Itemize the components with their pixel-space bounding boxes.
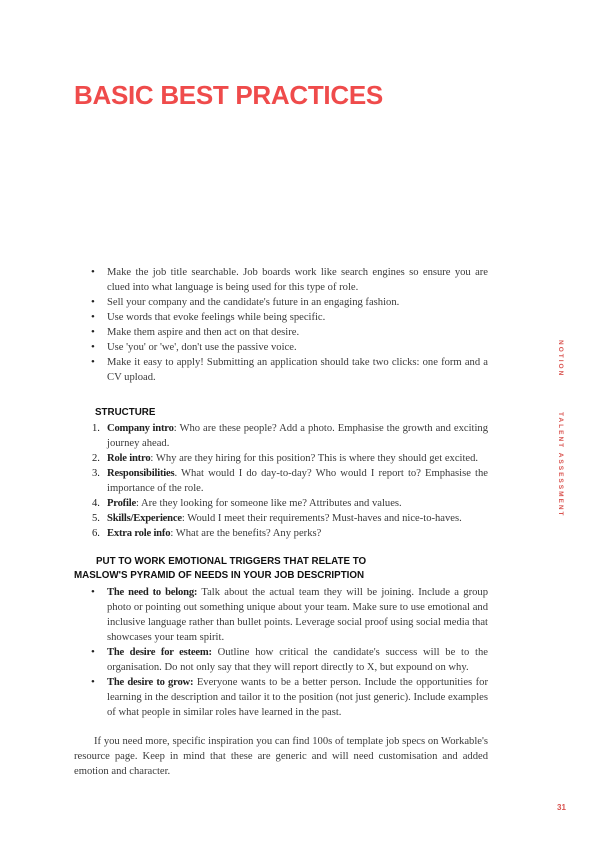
list-item — [107, 585, 488, 645]
closing-paragraph: If you need more, specific inspiration you can find 100s of template job specs on Workable's resource page. Keep in mind that these are generic and will need customisation and added emotion and character. — [74, 736, 488, 777]
item-term: The desire to grow: — [107, 677, 194, 688]
item-term: Role intro — [107, 453, 151, 464]
structure-heading: STRUCTURE — [95, 407, 156, 418]
item-text: : Why are they hiring for this position? This is where they should get excited. — [150, 453, 479, 464]
list-item: • Use words that evoke feelings while being specific. — [107, 310, 488, 325]
list-item: • Make it easy to apply! Submitting an application should take two clicks: one form and a CV upload. — [107, 355, 488, 385]
item-text: : What are the benefits? Any perks? — [170, 528, 322, 539]
list-item — [92, 496, 488, 511]
item-number: 2. — [92, 453, 100, 464]
item-text: Outline how critical the candidate's success will be to the organisation. Do not only say that they will report directly to X, but expound on why. — [107, 647, 488, 673]
maslow-list — [74, 585, 488, 720]
best-practices-list — [74, 265, 488, 385]
list-item — [107, 645, 488, 675]
item-term: The need to belong: — [107, 587, 198, 598]
item-text: Talk about the actual team they will be joining. Include a group photo or pointing out something unique about your team. Make sure to use emotional and inclusive language rather than bullet points. Leverage social proof using social media that showcases your team spirit. — [107, 587, 489, 643]
best-practices-section — [74, 265, 488, 541]
item-term: Profile — [107, 498, 136, 509]
list-item: • Sell your company and the candidate's future in an engaging fashion. — [107, 295, 488, 310]
sidebar-label-talent-assessment: TALENT ASSESSMENT — [557, 412, 564, 518]
list-item: • Make them aspire and then act on that desire. — [107, 325, 488, 340]
list-item — [107, 675, 488, 720]
item-term: Extra role info — [107, 528, 171, 539]
list-item — [92, 526, 488, 541]
item-number: 5. — [92, 513, 100, 524]
item-number: 4. — [92, 498, 100, 509]
item-text: Everyone wants to be a better person. Include the opportunities for learning in the description and tailor it to the position (not just generic). Include examples of what people in similar roles have learned in the past. — [107, 677, 488, 718]
sidebar-label-notion: NOTION — [557, 340, 564, 378]
list-item — [92, 451, 488, 466]
item-term: Company intro — [107, 423, 174, 434]
maslow-heading-line2: MASLOW'S PYRAMID OF NEEDS IN YOUR JOB DESCRIPTION — [74, 570, 365, 581]
maslow-heading-line1: PUT TO WORK EMOTIONAL TRIGGERS THAT RELATE TO — [96, 556, 367, 567]
item-text: : Are they looking for someone like me? Attributes and values. — [136, 498, 402, 509]
item-text: : Who are these people? Add a photo. Emphasise the growth and exciting journey ahead. — [107, 423, 488, 449]
item-number: 6. — [92, 528, 100, 539]
item-text: : Would I meet their requirements? Must-haves and nice-to-haves. — [181, 513, 462, 524]
list-item — [92, 421, 488, 451]
item-term: The desire for esteem: — [107, 647, 212, 658]
item-term: Skills/Experience — [107, 513, 182, 524]
page-number: 31 — [557, 803, 566, 812]
item-text: . What would I do day-to-day? Who would I report to? Emphasise the importance of the role. — [107, 468, 488, 494]
list-item — [92, 511, 488, 526]
item-term: Responsibilities — [107, 468, 175, 479]
item-number: 1. — [92, 423, 100, 434]
page-title: BASIC BEST PRACTICES — [74, 80, 383, 110]
list-item: • Make the job title searchable. Job boards work like search engines so ensure you are clued into what language is being used for this type of role. — [107, 265, 488, 295]
item-number: 3. — [92, 468, 100, 479]
structure-list — [74, 421, 488, 541]
maslow-section — [74, 555, 488, 779]
list-item — [92, 466, 488, 496]
list-item: • Use 'you' or 'we', don't use the passive voice. — [107, 340, 488, 355]
